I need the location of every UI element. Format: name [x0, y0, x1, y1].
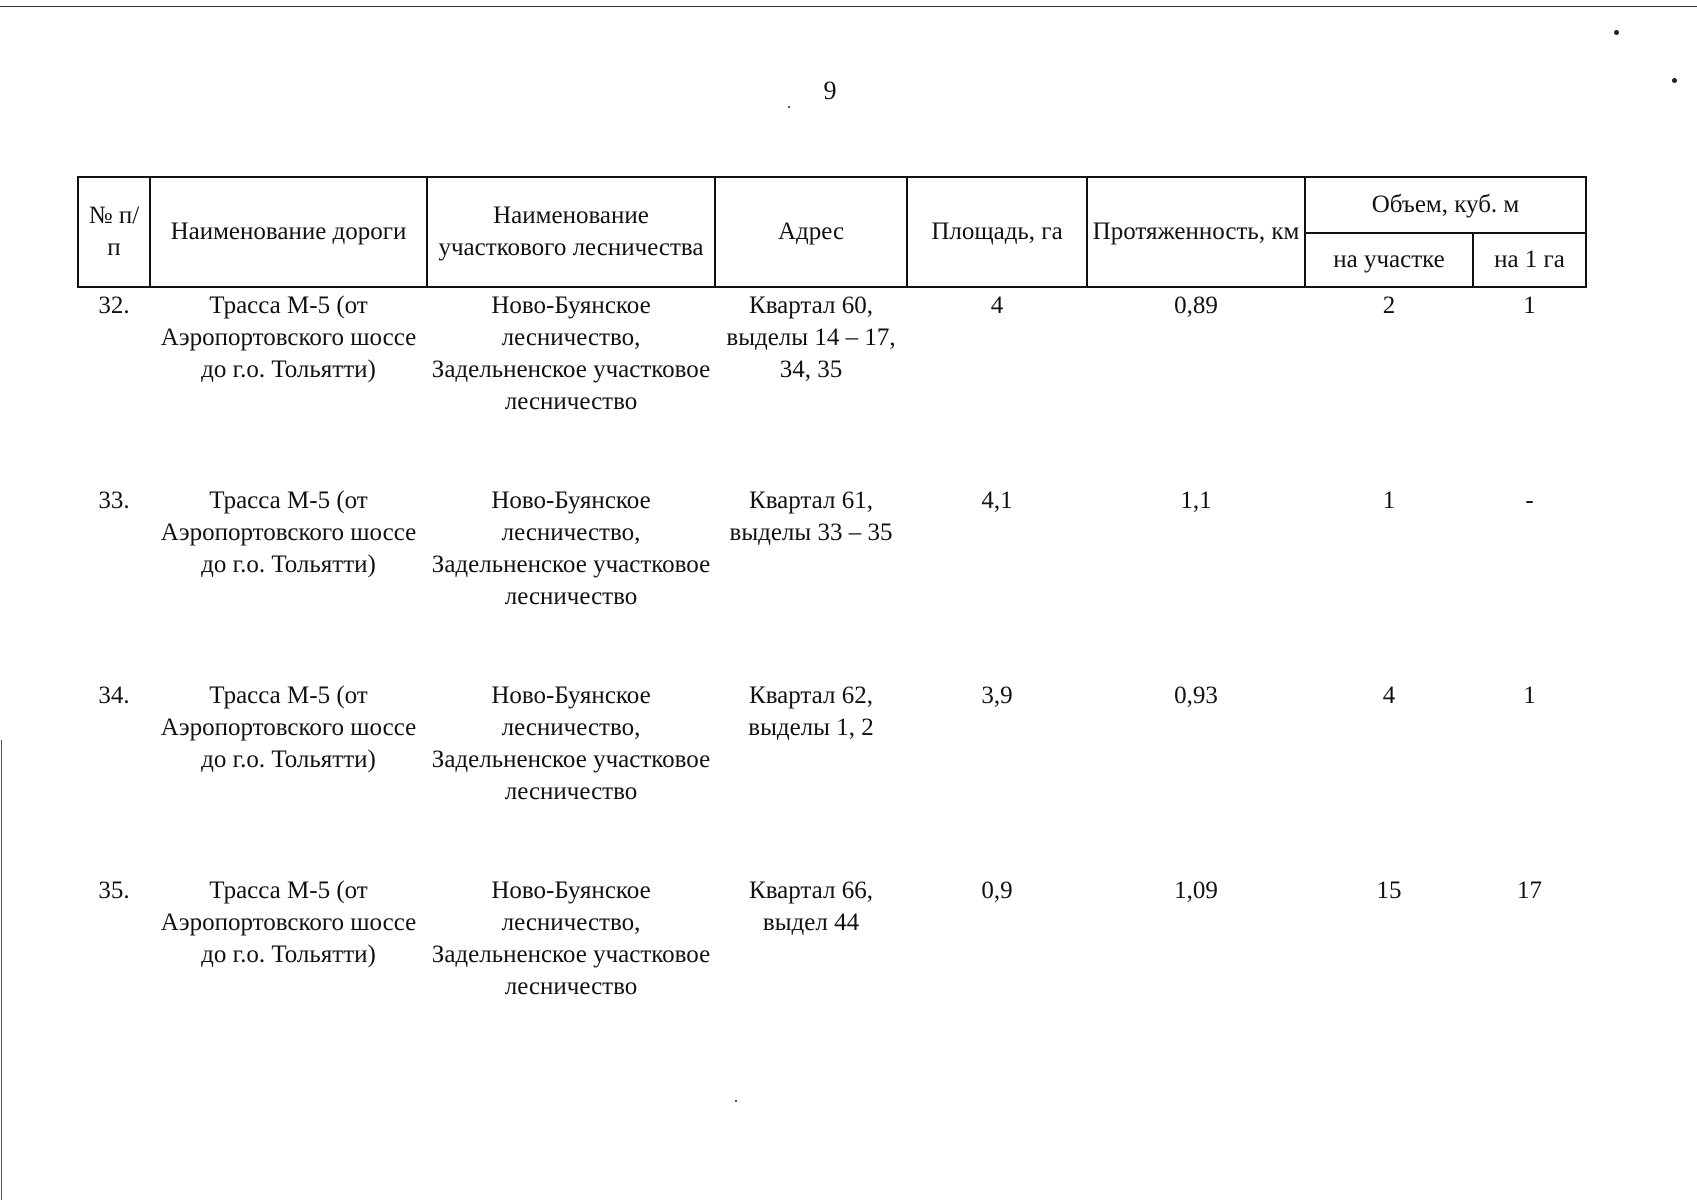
cell-length: 1,09 — [1174, 877, 1218, 904]
scan-speck — [1614, 30, 1619, 35]
header-length: Протяженность, км — [1087, 177, 1305, 287]
cell-length: 1,1 — [1180, 487, 1212, 514]
cell-volume-per-ha: 1 — [1523, 292, 1536, 319]
cell-road-name: Трасса М-5 (от Аэропортовского шоссе до г.о. Тольятти) — [160, 682, 417, 773]
cell-number: 32. — [98, 292, 130, 319]
cell-volume-plot: 2 — [1382, 292, 1396, 319]
cell-road-name: Трасса М-5 (от Аэропортовского шоссе до г.о. Тольятти) — [160, 292, 417, 383]
cell-area: 4,1 — [981, 487, 1013, 514]
cell-length: 0,93 — [1174, 682, 1218, 709]
cell-volume-per-ha: 17 — [1517, 877, 1542, 904]
scan-speck — [788, 106, 790, 108]
scan-top-rule — [0, 6, 1697, 7]
cell-area: 4 — [990, 292, 1004, 319]
page-number: 9 — [823, 76, 837, 105]
header-area: Площадь, га — [907, 177, 1087, 287]
cell-volume-plot: 1 — [1382, 487, 1396, 514]
cell-forestry-name: Ново-Буянское лесничество, Задельненское участковое лесничество — [431, 877, 711, 1000]
header-road-name: Наименование дороги — [150, 177, 427, 287]
cell-address: Квартал 62, выделы 1, 2 — [748, 682, 874, 741]
header-number: № п/п — [78, 177, 150, 287]
cell-road-name: Трасса М-5 (от Аэропортовского шоссе до г.о. Тольятти) — [160, 877, 417, 968]
table-row — [78, 680, 1586, 875]
forest-roads-table-container — [77, 176, 1587, 1070]
cell-road-name: Трасса М-5 (от Аэропортовского шоссе до г.о. Тольятти) — [160, 487, 417, 578]
cell-forestry-name: Ново-Буянское лесничество, Задельненское участковое лесничество — [431, 487, 711, 610]
forest-roads-table — [77, 176, 1587, 1070]
cell-volume-per-ha: 1 — [1523, 682, 1536, 709]
scan-left-edge-line — [1, 740, 2, 1200]
table-row — [78, 485, 1586, 680]
cell-number: 33. — [98, 487, 130, 514]
header-volume: Объем, куб. м — [1305, 177, 1586, 233]
table-row — [78, 287, 1586, 485]
cell-number: 34. — [98, 682, 130, 709]
header-address: Адрес — [715, 177, 907, 287]
cell-forestry-name: Ново-Буянское лесничество, Задельненское участковое лесничество — [431, 292, 711, 415]
cell-volume-per-ha: - — [1525, 487, 1534, 514]
cell-area: 0,9 — [981, 877, 1013, 904]
cell-address: Квартал 66, выдел 44 — [749, 877, 873, 936]
cell-area: 3,9 — [981, 682, 1013, 709]
cell-volume-plot: 15 — [1376, 877, 1402, 904]
scan-speck — [1672, 78, 1677, 83]
cell-length: 0,89 — [1174, 292, 1218, 319]
cell-address: Квартал 60, выделы 14 – 17, 34, 35 — [726, 292, 896, 383]
cell-forestry-name: Ново-Буянское лесничество, Задельненское участковое лесничество — [431, 682, 711, 805]
table-row — [78, 875, 1586, 1070]
header-volume-plot: на участке — [1305, 233, 1473, 287]
cell-number: 35. — [98, 877, 130, 904]
cell-address: Квартал 61, выделы 33 – 35 — [729, 487, 893, 546]
scan-speck — [735, 1100, 737, 1102]
cell-volume-plot: 4 — [1382, 682, 1396, 709]
header-forestry-name: Наименование участкового лесничества — [427, 177, 715, 287]
header-volume-per-ha: на 1 га — [1473, 233, 1586, 287]
